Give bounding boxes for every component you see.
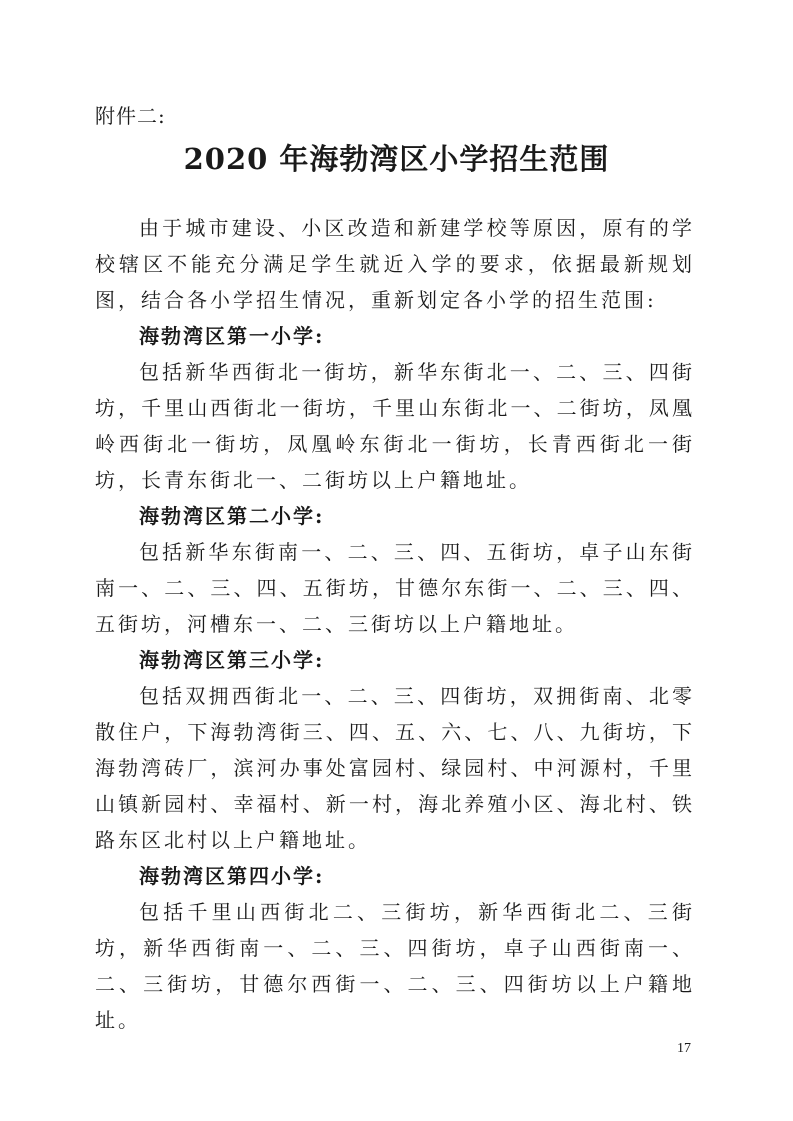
intro-paragraph: 由于城市建设、小区改造和新建学校等原因，原有的学校辖区不能充分满足学生就近入学的要求，依据最新规划图，结合各小学招生情况，重新划定各小学的招生范围: (95, 216, 695, 312)
school-scope-3: 包括双拥西街北一、二、三、四街坊，双拥街南、北零散住户，下海勃湾街三、四、五、六、七、八、九街坊，下海勃湾砖厂，滨河办事处富园村、绿园村、中河源村，千里山镇新园村、幸福村、新一村，海北养殖小区、海北村、铁路东区北村以上户籍地址。 (95, 684, 695, 852)
attachment-label: 附件二: (95, 104, 166, 128)
school-scope-1: 包括新华西街北一街坊，新华东街北一、二、三、四街坊，千里山西街北一街坊，千里山东街北一、二街坊，凤凰岭西街北一街坊，凤凰岭东街北一街坊，长青西街北一街坊，长青东街北一、二街坊以上户籍地址。 (95, 360, 695, 492)
page-number: 17 (677, 1041, 691, 1056)
document-title: 2020 年海勃湾区小学招生范围 (183, 142, 610, 176)
school-scope-2: 包括新华东街南一、二、三、四、五街坊，卓子山东街南一、二、三、四、五街坊，甘德尔东街一、二、三、四、五街坊，河槽东一、二、三街坊以上户籍地址。 (95, 540, 695, 636)
school-heading-2: 海勃湾区第二小学: (139, 504, 325, 528)
school-scope-4: 包括千里山西街北二、三街坊，新华西街北二、三街坊，新华西街南一、二、三、四街坊，卓子山西街南一、二、三街坊，甘德尔西街一、二、三、四街坊以上户籍地址。 (95, 900, 695, 1032)
school-heading-3: 海勃湾区第三小学: (139, 648, 325, 672)
document-body (95, 210, 695, 1038)
school-heading-1: 海勃湾区第一小学: (139, 324, 325, 348)
school-heading-4: 海勃湾区第四小学: (139, 864, 325, 888)
